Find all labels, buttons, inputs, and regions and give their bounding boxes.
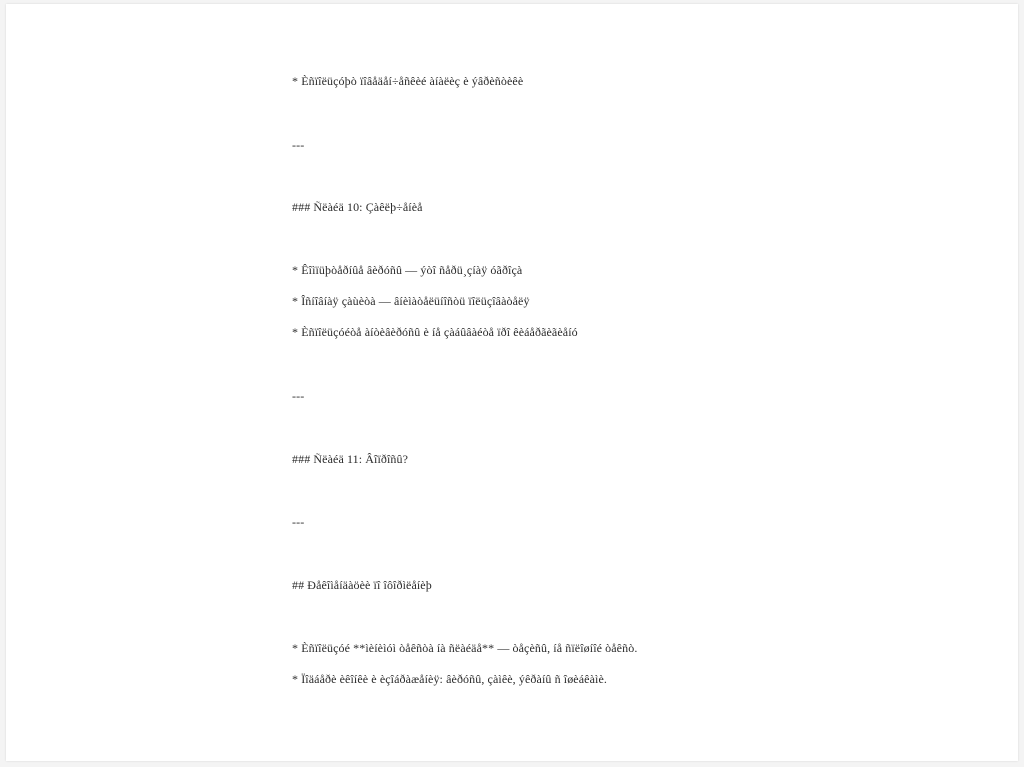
bullet-user-attention: * Îñíîâíàÿ çàùèòà — âíèìàòåëüíîñòü ïîëüçîâàòåëÿ <box>292 294 530 308</box>
recommendations-heading: ## Ðåêîìåíäàöèè ïî îôîðìëåíèþ <box>292 578 432 592</box>
slide-10-heading: ### Ñëàéä 10: Çàêëþ÷åíèå <box>292 200 423 214</box>
bullet-minimum-text: * Èñïîëüçóé **ìèíèìóì òåêñòà íà ñëàéäå** — òåçèñû, íå ñïëîøíîé òåêñò. <box>292 641 638 655</box>
bullet-antivirus: * Èñïîëüçóéòå àíòèâèðóñû è íå çàáûâàéòå ïðî êèáåðãèãèåíó <box>292 325 578 339</box>
document-page <box>6 4 1018 761</box>
separator-3: --- <box>292 515 305 529</box>
separator-1: --- <box>292 138 305 152</box>
bullet-icons-images: * Ïîäáåðè èêîíêè è èçîáðàæåíèÿ: âèðóñû, çàìêè, ýêðàíû ñ îøèáêàìè. <box>292 672 607 686</box>
bullet-heuristics: * Èñïîëüçóþò ïîâåäåí÷åñêèé àíàëèç è ýâðèñòèêè <box>292 74 524 88</box>
slide-11-heading: ### Ñëàéä 11: Âîïðîñû? <box>292 452 409 466</box>
separator-2: --- <box>292 389 305 403</box>
bullet-viruses-threat: * Êîìïüþòåðíûå âèðóñû — ýòî ñåðü¸çíàÿ óãðîçà <box>292 263 523 277</box>
